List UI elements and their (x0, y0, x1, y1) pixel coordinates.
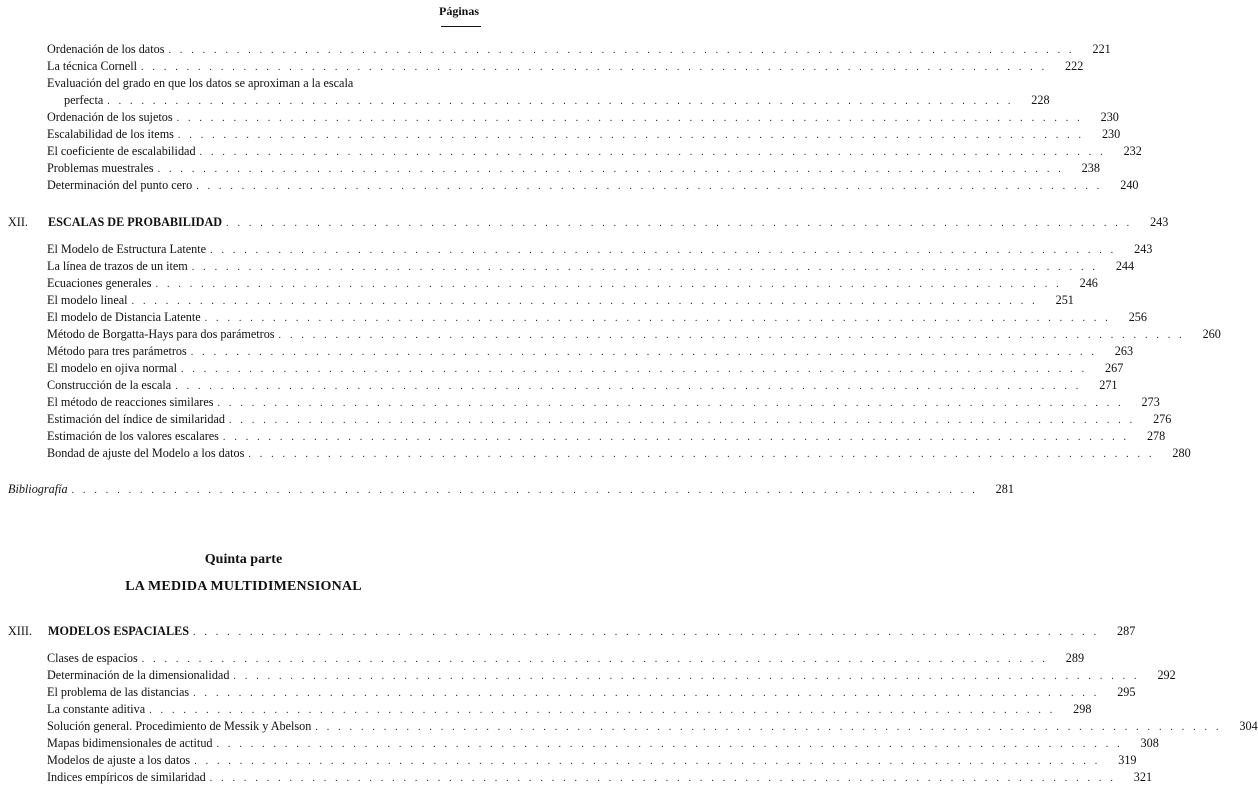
toc-entry-page: 244 (1115, 259, 1135, 273)
dot-leader: . . . . . . . . . . . . . . . . . . . . . . . . . . . . . . . . . . . . . . . . . . . . . . . . . . . . . . . . . . . . . . . . . . . . . . . . . . . . . . . . (222, 432, 1130, 443)
toc-entry-page: 222 (1065, 59, 1084, 73)
chapter-page: 243 (1150, 215, 1169, 229)
toc-entry-page: 228 (1031, 93, 1050, 107)
toc-entry-page: 321 (1133, 770, 1153, 784)
dot-leader: . . . . . . . . . . . . . . . . . . . . . . . . . . . . . . . . . . . . . . . . . . . . . . . . . . . . . . . . . . . . . . . . . . . . . . . . . . . . . . . . (157, 164, 1064, 175)
toc-entry-title: El problema de las distancias (47, 685, 190, 699)
toc-entry[interactable] (0, 393, 1160, 410)
toc-entry[interactable] (0, 666, 1176, 683)
toc-entry[interactable] (0, 308, 1147, 325)
dot-leader: . . . . . . . . . . . . . . . . . . . . . . . . . . . . . . . . . . . . . . . . . . . . . . . . . . . . . . . . . . . . . . . . . . . . . . . . . . . . . . . . (141, 654, 1049, 665)
dot-leader: . . . . . . . . . . . . . . . . . . . . . . . . . . . . . . . . . . . . . . . . . . . . . . . . . . . . . . . . . . . . . . . . . . . . . . . . . . . . . . . . (131, 296, 1038, 307)
dot-leader: . . . . . . . . . . . . . . . . . . . . . . . . . . . . . . . . . . . . . . . . . . . . . . . . . . . . . . . . . . . . . . . . . . . . . . . . . . . . . . . . (71, 485, 978, 496)
chapter-number: XIII. (8, 624, 33, 638)
toc-entry[interactable] (0, 410, 1172, 427)
chapter-page: 287 (1117, 624, 1136, 638)
toc-entry-title: La técnica Cornell (47, 59, 138, 73)
dot-leader: . . . . . . . . . . . . . . . . . . . . . . . . . . . . . . . . . . . . . . . . . . . . . . . . . . . . . . . . . . . . . . . . . . . . . . . . . . . . . . . . (196, 181, 1103, 192)
toc-entry[interactable] (0, 359, 1124, 376)
pages-column-heading: Páginas (438, 4, 479, 18)
dot-leader: . . . . . . . . . . . . . . . . . . . . . . . . . . . . . . . . . . . . . . . . . . . . . . . . . . . . . . . . . . . . . . . . . . . . . . . . . . . . . . . . (175, 381, 1082, 392)
toc-entry-title: Determinación de la dimensionalidad (47, 668, 230, 682)
pages-heading-rule (441, 26, 481, 27)
dot-leader: . . . . . . . . . . . . . . . . . . . . . . . . . . . . . . . . . . . . . . . . . . . . . . . . . . . . . . . . . . . . . . . . . . . . . . . . . . . . . . . . (248, 449, 1155, 460)
toc-entry-page: 267 (1105, 361, 1124, 375)
toc-entry-page: 251 (1055, 293, 1074, 307)
toc-entry[interactable] (0, 57, 1084, 74)
toc-entry-title: Ordenación de los datos (47, 42, 165, 56)
toc-entry-title: Determinación del punto cero (47, 178, 193, 192)
toc-entry-title: Estimación de los valores escalares (47, 429, 219, 443)
toc-entry-title: Construcción de la escala (47, 378, 172, 392)
dot-leader: . . . . . . . . . . . . . . . . . . . . . . . . . . . . . . . . . . . . . . . . . . . . . . . . . . . . . . . . . . . . . . . . . . . . . . . . . . . . . . . . (180, 364, 1088, 375)
chapter-number: XII. (8, 215, 28, 229)
toc-entry-page: 263 (1114, 344, 1134, 358)
toc-entry-page: 298 (1073, 702, 1092, 716)
toc-entry-line1[interactable] (0, 74, 487, 91)
toc-entry[interactable] (0, 649, 1085, 666)
dot-leader: . . . . . . . . . . . . . . . . . . . . . . . . . . . . . . . . . . . . . . . . . . . . . . . . . . . . . . . . . . . . . . . . . . . . . . . . . . . . . . . . (204, 313, 1111, 324)
toc-entry[interactable] (0, 291, 1074, 308)
toc-entry[interactable] (0, 751, 1137, 768)
toc-entry-title: La constante aditiva (47, 702, 146, 716)
toc-entry[interactable] (0, 125, 1121, 142)
dot-leader: . . . . . . . . . . . . . . . . . . . . . . . . . . . . . . . . . . . . . . . . . . . . . . . . . . . . . . . . . . . . . . . . . . . . . . . . . . . . . . . . (216, 739, 1123, 750)
dot-leader: . . . . . . . . . . . . . . . . . . . . . . . . . . . . . . . . . . . . . . . . . . . . . . . . . . . . . . . . . . . . . . . . . . . . . . . . . . . . . . . . (176, 113, 1083, 124)
toc-entry-title: Clases de espacios (47, 651, 138, 665)
toc-entry-title: La línea de trazos de un item (47, 259, 188, 273)
dot-leader: . . . . . . . . . . . . . . . . . . . . . . . . . . . . . . . . . . . . . . . . . . . . . . . . . . . . . . . . . . . . . . . . . . . . . . . . . . . . . . . . (191, 262, 1099, 273)
dot-leader: . . . . . . . . . . . . . . . . . . . . . . . . . . . . . . . . . . . . . . . . . . . . . . . . . . . . . . . . . . . . . . . . . . . . . . . . . . . . . . . . (193, 688, 1100, 699)
bibliography-title: Bibliografía (8, 482, 68, 496)
toc-entry[interactable] (0, 768, 1153, 785)
chapter-title: MODELOS ESPACIALES (48, 624, 189, 638)
toc-entry-page: 278 (1146, 429, 1166, 443)
toc-entry-page: 276 (1153, 412, 1172, 426)
toc-entry-title: Bondad de ajuste del Modelo a los datos (47, 446, 245, 460)
toc-entry-page: 273 (1141, 395, 1160, 409)
toc-entry[interactable] (0, 376, 1118, 393)
toc-entry-page: 256 (1128, 310, 1147, 324)
toc-entry-title: Solución general. Procedimiento de Messik y Abelson (47, 719, 312, 733)
toc-entry-page: 292 (1157, 668, 1176, 682)
dot-leader: . . . . . . . . . . . . . . . . . . . . . . . . . . . . . . . . . . . . . . . . . . . . . . . . . . . . . . . . . . . . . . . . . . . . . . . . . . . . . . . . (278, 330, 1185, 341)
toc-entry-page: 246 (1079, 276, 1098, 290)
dot-leader: . . . . . . . . . . . . . . . . . . . . . . . . . . . . . . . . . . . . . . . . . . . . . . . . . . . . . . . . . . . . . . . . . . . . . . . . . . . . . . . . (233, 671, 1140, 682)
dot-leader: . . . . . . . . . . . . . . . . . . . . . . . . . . . . . . . . . . . . . . . . . . . . . . . . . . . . . . . . . . . . . . . . . . . . . . . . . . . . . . . . (315, 722, 1222, 733)
dot-leader: . . . . . . . . . . . . . . . . . . . . . . . . . . . . . . . . . . . . . . . . . . . . . . . . . . . . . . . . . . . . . . . . . . . . . . . . . . . . . . . . (149, 705, 1056, 716)
toc-entry-title: Estimación del índice de similaridad (47, 412, 226, 426)
toc-entry-line2[interactable] (0, 91, 1050, 108)
toc-entry-title: Escalabilidad de los items (47, 127, 174, 141)
toc-entry-page: 243 (1134, 242, 1153, 256)
part-title: LA MEDIDA MULTIDIMENSIONAL (125, 579, 362, 594)
toc-entry-page: 238 (1081, 161, 1100, 175)
toc-entry-title: Modelos de ajuste a los datos (47, 753, 191, 767)
toc-entry-title: Problemas muestrales (47, 161, 154, 175)
toc-entry[interactable] (0, 683, 1136, 700)
toc-entry[interactable] (0, 257, 1135, 274)
toc-entry[interactable] (0, 734, 1159, 751)
toc-entry-page: 221 (1092, 42, 1111, 56)
dot-leader: . . . . . . . . . . . . . . . . . . . . . . . . . . . . . . . . . . . . . . . . . . . . . . . . . . . . . . . . . . . . . . . . . . . . . . . . . . . . . . . . (229, 415, 1136, 426)
toc-entry-title: Ecuaciones generales (47, 276, 152, 290)
toc-entry[interactable] (0, 176, 1139, 193)
toc-entry-page: 230 (1101, 127, 1121, 141)
toc-entry-title: Ordenación de los sujetos (47, 110, 173, 124)
bibliography-page: 281 (995, 482, 1014, 496)
toc-entry-title: Método de Borgatta-Hays para dos parámetros (47, 327, 275, 341)
toc-entry-title: El coeficiente de escalabilidad (47, 144, 196, 158)
toc-entry-page: 304 (1239, 719, 1258, 733)
toc-entry-title: Evaluación del grado en que los datos se aproximan a la escala (47, 76, 354, 90)
dot-leader: . . . . . . . . . . . . . . . . . . . . . . . . . . . . . . . . . . . . . . . . . . . . . . . . . . . . . . . . . . . . . . . . . . . . . . . . . . . . . . . . (155, 279, 1062, 290)
dot-leader: . . . . . . . . . . . . . . . . . . . . . . . . . . . . . . . . . . . . . . . . . . . . . . . . . . . . . . . . . . . . . . . . . . . . . . . . . . . . . . . . (177, 130, 1085, 141)
dot-leader: . . . . . . . . . . . . . . . . . . . . . . . . . . . . . . . . . . . . . . . . . . . . . . . . . . . . . . . . . . . . . . . . . . . . . . . . . . . . . . . . (210, 245, 1117, 256)
toc-entry-page: 230 (1100, 110, 1119, 124)
toc-entry-title: Método para tres parámetros (47, 344, 187, 358)
toc-entry-page: 232 (1123, 144, 1142, 158)
chapter-entry[interactable] (0, 213, 1169, 230)
dot-leader: . . . . . . . . . . . . . . . . . . . . . . . . . . . . . . . . . . . . . . . . . . . . . . . . . . . . . . . . . . . . . . . . . . . . . . . . . . . . . . . . (199, 147, 1106, 158)
toc-entry[interactable] (0, 40, 1111, 57)
bibliography-entry[interactable] (0, 480, 1014, 497)
dot-leader: . . . . . . . . . . . . . . . . . . . . . . . . . . . . . . . . . . . . . . . . . . . . . . . . . . . . . . . . . . . . . . . . . . . . . . . . . . . . . . . . (194, 756, 1101, 767)
dot-leader: . . . . . . . . . . . . . . . . . . . . . . . . . . . . . . . . . . . . . . . . . . . . . . . . . . . . . . . . . . . . . . . . . . . . . . . . . . . . . . . . (141, 62, 1048, 73)
toc-entry-title-continued: perfecta (64, 93, 104, 107)
toc-entry[interactable] (0, 427, 1166, 444)
toc-entry-title: Mapas bidimensionales de actitud (47, 736, 213, 750)
toc-entry[interactable] (0, 342, 1134, 359)
dot-leader: . . . . . . . . . . . . . . . . . . . . . . . . . . . . . . . . . . . . . . . . . . . . . . . . . . . . . . . . . . . . . . . . . . . . . . . . . . . . . . . . (209, 773, 1117, 784)
dot-leader: . . . . . . . . . . . . . . . . . . . . . . . . . . . . . . . . . . . . . . . . . . . . . . . . . . . . . . . . . . . . . . . . . . . . . . . . . . . . . . . . (168, 45, 1075, 56)
dot-leader: . . . . . . . . . . . . . . . . . . . . . . . . . . . . . . . . . . . . . . . . . . . . . . . . . . . . . . . . . . . . . . . . . . . . . . . . . . . . . . . . (107, 96, 1014, 107)
dot-leader: . . . . . . . . . . . . . . . . . . . . . . . . . . . . . . . . . . . . . . . . . . . . . . . . . . . . . . . . . . . . . . . . . . . . . . . . . . . . . . . . (192, 627, 1100, 638)
toc-entry-page: 260 (1202, 327, 1221, 341)
toc-entry-title: Indices empíricos de similaridad (47, 770, 206, 784)
toc-entry-title: El modelo lineal (47, 293, 128, 307)
toc-entry-title: El modelo de Distancia Latente (47, 310, 201, 324)
toc-entry[interactable] (0, 159, 1100, 176)
toc-entry-page: 319 (1118, 753, 1137, 767)
toc-entry[interactable] (0, 444, 1191, 461)
toc-entry-page: 308 (1140, 736, 1159, 750)
toc-entry-title: El Modelo de Estructura Latente (47, 242, 207, 256)
toc-entry[interactable] (0, 274, 1098, 291)
toc-entry[interactable] (0, 700, 1092, 717)
toc-entry[interactable] (0, 717, 1258, 734)
toc-entry-page: 289 (1065, 651, 1085, 665)
toc-entry-page: 295 (1117, 685, 1136, 699)
toc-entry[interactable] (0, 108, 1119, 125)
toc-entry-title: El modelo en ojiva normal (47, 361, 177, 375)
dot-leader: . . . . . . . . . . . . . . . . . . . . . . . . . . . . . . . . . . . . . . . . . . . . . . . . . . . . . . . . . . . . . . . . . . . . . . . . . . . . . . . . (226, 218, 1133, 229)
toc-entry-page: 280 (1172, 446, 1191, 460)
toc-entry[interactable] (0, 142, 1142, 159)
part-label: Quinta parte (204, 552, 283, 567)
chapter-title: ESCALAS DE PROBABILIDAD (48, 215, 223, 229)
toc-entry[interactable] (0, 240, 1153, 257)
toc-entry-title: El método de reacciones similares (47, 395, 214, 409)
dot-leader: . . . . . . . . . . . . . . . . . . . . . . . . . . . . . . . . . . . . . . . . . . . . . . . . . . . . . . . . . . . . . . . . . . . . . . . . . . . . . . . . (190, 347, 1098, 358)
toc-entry[interactable] (0, 325, 1221, 342)
chapter-entry[interactable] (0, 622, 1136, 639)
dot-leader: . . . . . . . . . . . . . . . . . . . . . . . . . . . . . . . . . . . . . . . . . . . . . . . . . . . . . . . . . . . . . . . . . . . . . . . . . . . . . . . . (217, 398, 1124, 409)
toc-entry-page: 271 (1099, 378, 1118, 392)
toc-entry-page: 240 (1120, 178, 1139, 192)
